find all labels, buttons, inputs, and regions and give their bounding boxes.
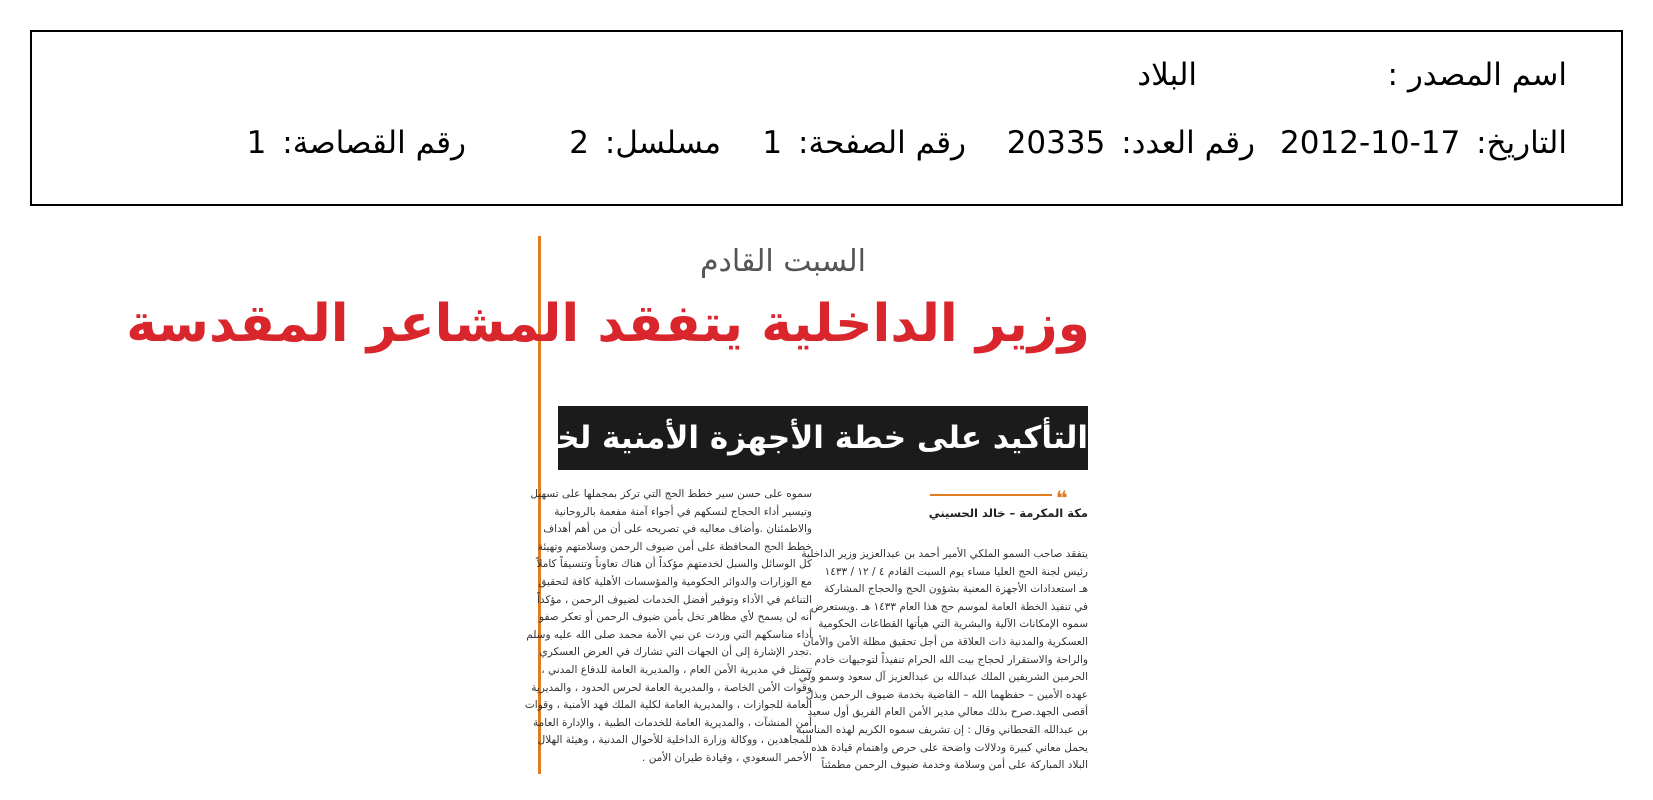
text-line: خطط الحج المحافظة على أمن ضيوف الرحمن وسلامتهم وتهيئة	[537, 540, 812, 553]
clip-number-value: 1	[246, 125, 267, 161]
text-line: التناغم في الأداء وتوفير أفضل الخدمات لضيوف الرحمن ، مؤكداً	[537, 593, 812, 606]
text-line: الأحمر السعودي ، وقيادة طيران الأمن .	[642, 751, 812, 764]
text-line: للمجاهدين ، ووكالة وزارة الداخلية للأحوال المدنية ، وهيئة الهلال	[537, 734, 812, 747]
page-label: رقم الصفحة:	[798, 125, 966, 161]
source-label: اسم المصدر :	[1387, 57, 1567, 93]
text-line: العسكرية والمدنية ذات العلاقة من أجل تحقيق مظلة الأمن والأمان	[802, 635, 1088, 648]
date-value: 2012-10-17	[1280, 125, 1461, 161]
text-line: والراحة والاستقرار لحجاج بيت الله الحرام تنفيذاً لتوجيهات خادم	[814, 653, 1088, 666]
text-line: بن عبدالله القحطاني وقال : إن تشريف سموه الكريم لهذه المناسبة	[796, 723, 1088, 736]
text-line: البلاد المباركة على أمن وسلامة وخدمة ضيوف الرحمن مطمئناً	[821, 759, 1088, 772]
article-kicker: السبت القادم	[699, 244, 866, 279]
issue-field	[1006, 125, 1255, 161]
text-line: في تنفيذ الخطة العامة لموسم حج هذا العام ١٤٣٣ هـ .ويستعرض	[810, 600, 1088, 613]
text-line: كل الوسائل والسبل لخدمتهم مؤكداً أن هناك تعاوناً وتنسيقاً كاملاً	[536, 558, 812, 571]
article-byline: مكة المكرمة – خالد الحسيني	[928, 506, 1088, 520]
text-line: وتيسير أداء الحجاج لنسكهم في أجواء آمنة مفعمة بالروحانية	[554, 505, 812, 518]
issue-value: 20335	[1006, 125, 1106, 161]
newspaper-clipping	[126, 236, 1093, 774]
serial-label: مسلسل:	[604, 125, 721, 161]
article-column-right	[796, 546, 1088, 775]
page-value: 1	[762, 125, 783, 161]
text-line: وقوات الأمن الخاصة ، والمديرية العامة لحرس الحدود ، والمديرية	[531, 681, 812, 694]
text-line: يتفقد صاحب السمو الملكي الأمير أحمد بن عبدالعزيز وزير الداخلية	[801, 548, 1088, 560]
text-line: سموه الإمكانات الآلية والبشرية التي هيأتها القطاعات الحكومية	[818, 618, 1088, 631]
text-line: تتمثل في مديرية الأمن العام ، والمديرية العامة للدفاع المدني ،	[541, 663, 812, 676]
text-line: رئيس لجنة الحج العليا مساء يوم السبت القادم ٤ / ١٢ / ١٤٣٣	[824, 565, 1088, 578]
source-row	[1387, 57, 1567, 93]
quote-mark-icon: ❝	[1056, 486, 1068, 510]
text-line: هـ استعدادات الأجهزة المعنية بشؤون الحج والحجاج المشاركة	[824, 583, 1088, 596]
page-field	[762, 125, 966, 161]
text-line: أنه لن يسمح لأي مظاهر تخل بأمن ضيوف الرحمن أو تعكر صفو	[539, 611, 812, 624]
text-line: عهده الأمين – حفظهما الله – القاضية بخدمة ضيوف الرحمن وبذل	[805, 688, 1088, 701]
text-line: العامة للجوازات ، والمديرية العامة لكلية الملك فهد الأمنية ، وقوات	[524, 699, 812, 712]
text-line: والاطمئنان .وأضاف معاليه في تصريحه على أن من أهم أهداف	[543, 523, 812, 536]
text-line: أداء مناسكهم التي وردت عن نبي الأمة محمد صلى الله عليه وسلم	[526, 628, 812, 641]
text-line: أمن المنشآت ، والمديرية العامة للخدمات الطبية ، والإدارة العامة	[533, 716, 812, 729]
text-line: يحمل معاني كبيرة ودلالات واضحة على حرص واهتمام قيادة هذه	[811, 741, 1088, 754]
serial-value: 2	[569, 125, 590, 161]
date-field	[1280, 125, 1567, 161]
text-line: سموه على حسن سير خطط الحج التي تركز بمجملها على تسهيل	[530, 488, 812, 500]
date-label: التاريخ:	[1476, 125, 1567, 161]
text-line: .تجدر الإشارة إلى أن الجهات التي تشارك في العرض العسكري	[539, 646, 812, 659]
text-line: أقصى الجهد.صرح بذلك معالي مدير الأمن العام الفريق أول سعيد	[807, 706, 1088, 719]
issue-label: رقم العدد:	[1121, 125, 1255, 161]
article-headline: وزير الداخلية يتفقد المشاعر المقدسة	[126, 294, 1090, 354]
serial-field	[569, 125, 721, 161]
article-column-left	[524, 486, 812, 768]
byline-rule	[930, 494, 1052, 496]
clipping-info-box	[30, 30, 1623, 206]
text-line: مع الوزارات والدوائر الحكومية والمؤسسات الأهلية كافة لتحقيق	[538, 575, 812, 588]
source-value	[1137, 57, 1197, 93]
clip-number-field	[246, 125, 466, 161]
text-line: الحرمين الشريفين الملك عبدالله بن عبدالعزيز آل سعود وسمو ولي	[798, 671, 1088, 684]
clip-number-label: رقم القصاصة:	[282, 125, 466, 161]
source-value-text: البلاد	[1137, 57, 1197, 93]
article-subheadline: التأكيد على خطة الأجهزة الأمنية لخدمة الحجاج	[558, 406, 1088, 470]
